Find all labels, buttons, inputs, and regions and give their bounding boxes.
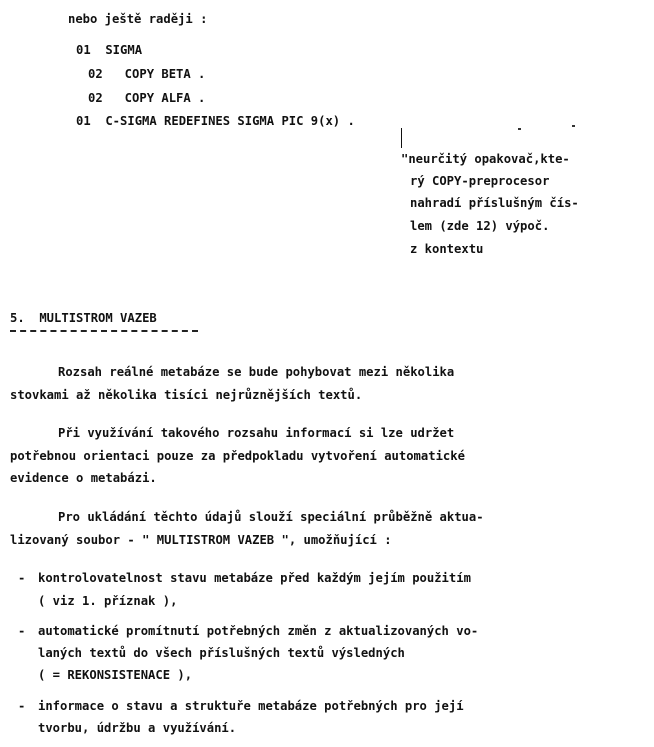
- code-line-2: 02 COPY BETA .: [88, 67, 206, 81]
- note-line-2: rý COPY-preprocesor: [410, 174, 550, 188]
- pointer-line: [401, 128, 402, 148]
- stray-mark: [572, 125, 575, 127]
- note-line-3: nahradí příslušným čís-: [410, 196, 579, 210]
- code-line-4: 01 C-SIGMA REDEFINES SIGMA PIC 9(x) .: [76, 114, 355, 128]
- code-line-3: 02 COPY ALFA .: [88, 91, 206, 105]
- bullet-1-line-1: kontrolovatelnost stavu metabáze před každým jejím použitím: [38, 571, 471, 585]
- bullet-2-line-1: automatické promítnutí potřebných změn z aktualizovaných vo-: [38, 624, 479, 638]
- note-line-4: lem (zde 12) výpoč.: [410, 219, 550, 233]
- bullet-3-line-2: tvorbu, údržbu a využívání.: [38, 721, 237, 735]
- section-heading: 5. MULTISTROM VAZEB: [10, 311, 157, 325]
- note-line-5: z kontextu: [410, 242, 484, 256]
- bullet-2-line-3: ( = REKONSISTENACE ),: [38, 668, 193, 682]
- paragraph-3-line-1: Pro ukládání těchto údajů slouží speciální průběžně aktua-: [58, 510, 484, 524]
- bullet-3-line-1: informace o stavu a struktuře metabáze potřebných pro její: [38, 699, 464, 713]
- paragraph-2-line-3: evidence o metabázi.: [10, 471, 157, 485]
- code-line-1: 01 SIGMA: [76, 43, 143, 57]
- note-line-1: "neurčitý opakovač,kte-: [401, 152, 570, 166]
- bullet-mark: -: [18, 624, 26, 638]
- bullet-2-line-2: laných textů do všech příslušných textů výsledných: [38, 646, 405, 660]
- paragraph-2-line-1: Při využívání takového rozsahu informací si lze udržet: [58, 426, 455, 440]
- bullet-1-line-2: ( viz 1. příznak ),: [38, 594, 178, 608]
- paragraph-2-line-2: potřebnou orientaci pouze za předpokladu vytvoření automatické: [10, 449, 465, 463]
- paragraph-1-line-1: Rozsah reálné metabáze se bude pohybovat mezi několika: [58, 365, 455, 379]
- paragraph-1-line-2: stovkami až několika tisíci nejrůznějších textů.: [10, 388, 363, 402]
- stray-mark: [518, 128, 521, 130]
- intro-line: nebo ještě raději :: [68, 12, 208, 26]
- paragraph-3-line-2: lizovaný soubor - " MULTISTROM VAZEB ", umožňující :: [10, 533, 392, 547]
- heading-underline: [10, 330, 198, 332]
- bullet-mark: -: [18, 571, 26, 585]
- bullet-mark: -: [18, 699, 26, 713]
